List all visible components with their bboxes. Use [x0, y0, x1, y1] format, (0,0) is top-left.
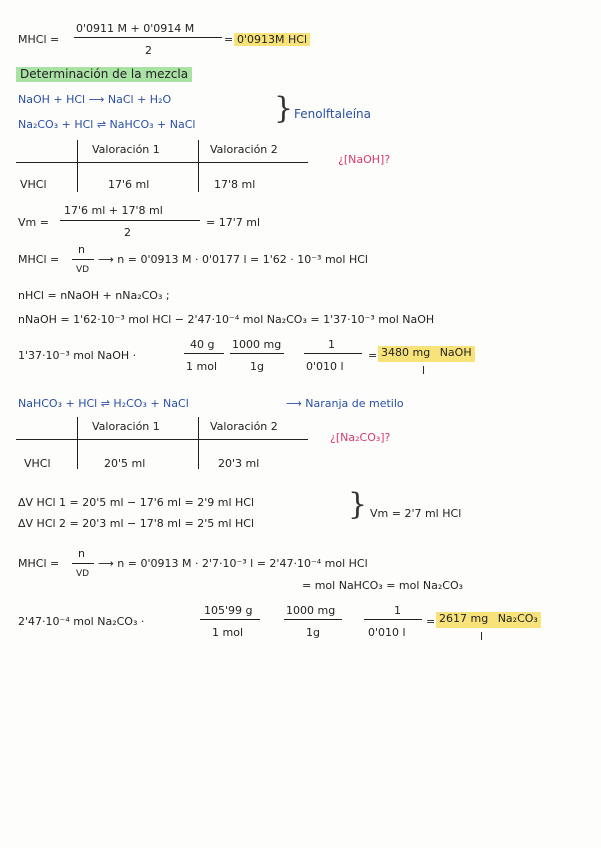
fraction-bar — [184, 353, 224, 354]
fraction-bar — [200, 619, 260, 620]
fraction-bar — [284, 619, 342, 620]
indicator-label: Fenolftaleína — [294, 107, 371, 121]
fraction-bar — [72, 259, 94, 260]
table2-value-1: 20'5 ml — [104, 457, 146, 470]
vm-label: Vm = — [18, 216, 49, 229]
delta-v1: ΔV HCl 1 = 20'5 ml − 17'6 ml = 2'9 ml HCl — [18, 496, 255, 509]
fraction-bar — [60, 220, 200, 221]
table2-vline-2 — [198, 417, 199, 469]
moles-naoh: nNaOH = 1'62·10⁻³ mol HCl − 2'47·10⁻⁴ mol Na₂CO₃ = 1'37·10⁻³ mol NaOH — [18, 313, 435, 326]
molarity-label: MHCl = — [18, 33, 60, 46]
reaction-nahco3: NaHCO₃ + HCl ⇌ H₂CO₃ + NaCl — [18, 397, 189, 410]
conversion1-result — [378, 346, 475, 362]
result-denominator: l — [422, 364, 426, 377]
conv1-f2-den: 1g — [250, 360, 264, 373]
moles-sum: nHCl = nNaOH + nNa₂CO₃ ; — [18, 289, 170, 302]
mhcl2-label: MHCl = — [18, 557, 60, 570]
conv1-f1-den: 1 mol — [186, 360, 217, 373]
result-compound: NaOH — [439, 346, 472, 359]
mhcl-label: MHCl = — [18, 253, 60, 266]
conv2-f3-den: 0'010 l — [368, 626, 406, 639]
equals-sign: = — [224, 33, 234, 46]
table2-vline-1 — [77, 417, 78, 469]
table2-header-1: Valoración 1 — [92, 420, 160, 433]
molarity-result: 0'0913M HCl — [234, 33, 310, 46]
result-value: 3480 mg — [381, 346, 431, 359]
conv2-f1-num: 105'99 g — [204, 604, 253, 617]
question-naoh: ¿[NaOH]? — [338, 153, 391, 166]
conv1-f2-num: 1000 mg — [232, 338, 282, 351]
conversion1-start: 1'37·10⁻³ mol NaOH · — [18, 349, 137, 362]
fraction-bar — [72, 563, 94, 564]
mhcl-numerator: n — [78, 243, 85, 256]
table1-header-2: Valoración 2 — [210, 143, 278, 156]
table2-row-label: VHCl — [24, 457, 51, 470]
table2-hline — [16, 439, 308, 440]
section-title: Determinación de la mezcla — [16, 67, 192, 82]
question-na2co3: ¿[Na₂CO₃]? — [330, 431, 391, 444]
table1-row-label: VHCl — [20, 178, 47, 191]
mhcl-denominator: VD — [76, 265, 90, 275]
fraction-bar — [364, 619, 422, 620]
conv1-f1-num: 40 g — [190, 338, 215, 351]
table1-hline — [16, 162, 308, 163]
table1-vline-1 — [77, 140, 78, 192]
table2-header-2: Valoración 2 — [210, 420, 278, 433]
indicator-methyl-orange: ⟶ Naranja de metilo — [286, 397, 404, 410]
conv1-f3-den: 0'010 l — [306, 360, 344, 373]
table1-value-2: 17'8 ml — [214, 178, 256, 191]
molarity-denominator: 2 — [145, 44, 152, 57]
brace: } — [274, 91, 294, 126]
conv2-f2-num: 1000 mg — [286, 604, 336, 617]
table1-vline-2 — [198, 140, 199, 192]
brace: } — [348, 487, 368, 522]
moles-equivalence: = mol NaHCO₃ = mol Na₂CO₃ — [302, 579, 464, 592]
vm-numerator: 17'6 ml + 17'8 ml — [64, 204, 163, 217]
fraction-bar — [74, 37, 222, 38]
mhcl-expression: ⟶ n = 0'0913 M · 0'0177 l = 1'62 · 10⁻³ mol HCl — [98, 253, 368, 266]
conv2-f3-num: 1 — [394, 604, 401, 617]
conversion2-result — [436, 612, 541, 628]
molarity-numerator: 0'0911 M + 0'0914 M — [76, 22, 195, 35]
table1-header-1: Valoración 1 — [92, 143, 160, 156]
delta-v2: ΔV HCl 2 = 20'3 ml − 17'8 ml = 2'5 ml HCl — [18, 517, 255, 530]
conversion2-start: 2'47·10⁻⁴ mol Na₂CO₃ · — [18, 615, 145, 628]
mhcl2-numerator: n — [78, 547, 85, 560]
conv1-f3-num: 1 — [328, 338, 335, 351]
reaction-naoh: NaOH + HCl ⟶ NaCl + H₂O — [18, 93, 172, 106]
fraction-bar — [304, 353, 362, 354]
conv2-f1-den: 1 mol — [212, 626, 243, 639]
fraction-bar — [230, 353, 284, 354]
vm-denominator: 2 — [124, 226, 131, 239]
table1-value-1: 17'6 ml — [108, 178, 150, 191]
mhcl2-expression: ⟶ n = 0'0913 M · 2'7·10⁻³ l = 2'47·10⁻⁴ mol HCl — [98, 557, 368, 570]
table2-value-2: 20'3 ml — [218, 457, 260, 470]
vm-delta: Vm = 2'7 ml HCl — [370, 507, 462, 520]
result-compound: Na₂CO₃ — [497, 612, 538, 625]
equals-sign: = — [426, 615, 436, 628]
reaction-na2co3: Na₂CO₃ + HCl ⇌ NaHCO₃ + NaCl — [18, 118, 196, 131]
mhcl2-denominator: VD — [76, 569, 90, 579]
result-denominator: l — [480, 630, 484, 643]
vm-result: = 17'7 ml — [206, 216, 261, 229]
equals-sign: = — [368, 349, 378, 362]
conv2-f2-den: 1g — [306, 626, 320, 639]
result-value: 2617 mg — [439, 612, 489, 625]
